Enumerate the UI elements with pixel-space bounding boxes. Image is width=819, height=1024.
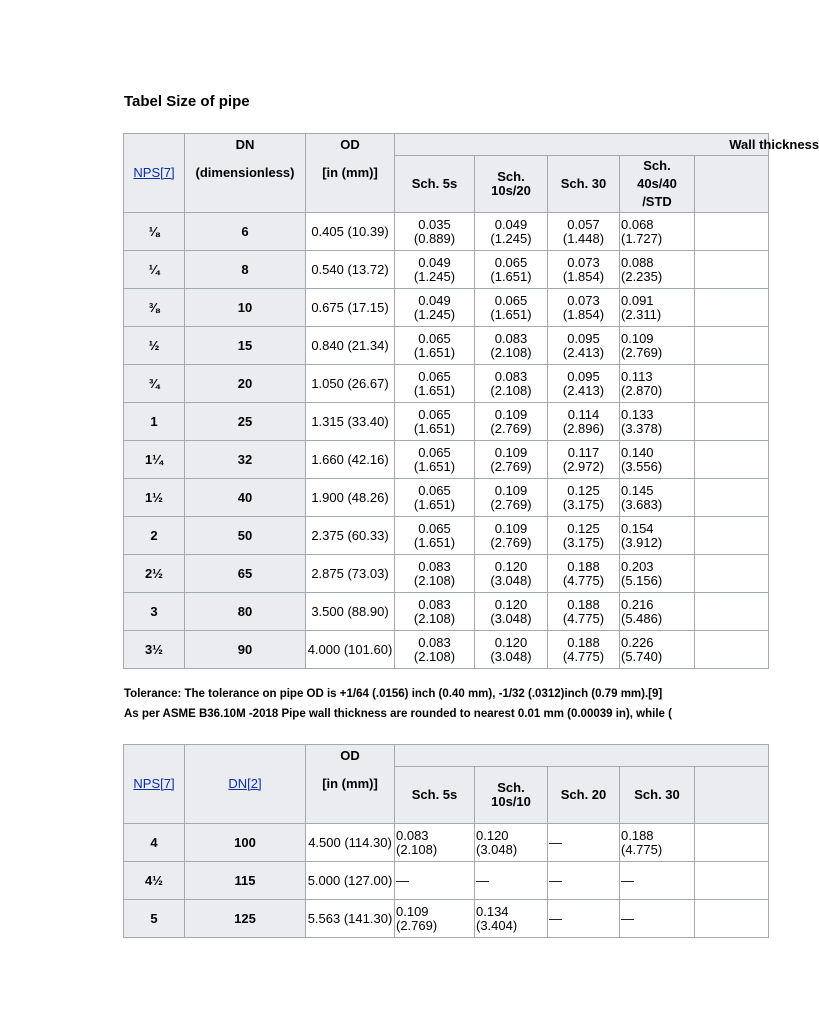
nps-cell: ¾ [124,365,185,403]
dn-cell: 10 [185,289,306,327]
od-cell: 1.315 (33.40) [306,403,395,441]
sch-5s-cell: 0.049 (1.245) [395,289,475,327]
od-cell: 4.000 (101.60) [306,631,395,669]
pipe-size-table-2 [123,744,769,938]
sch-20-cell: — [548,862,620,900]
col-header-dn: DN [185,134,306,156]
hidden-cell [695,289,769,327]
sch-5s-cell: 0.065 (1.651) [395,479,475,517]
col-header-wall-thickness: Wall thickness [395,134,769,156]
dn-cell: 8 [185,251,306,289]
nps-cell: 1½ [124,479,185,517]
table-row [124,517,769,555]
od-cell: 0.540 (13.72) [306,251,395,289]
sch-5s-cell: 0.065 (1.651) [395,517,475,555]
sch-10s-cell: 0.083 (2.108) [475,327,548,365]
nps-cell: 3½ [124,631,185,669]
hidden-cell [695,403,769,441]
table-row [124,479,769,517]
t2-col-header-sch-20: Sch. 20 [548,767,620,824]
sch-40s-cell: 0.145 (3.683) [620,479,695,517]
table-row [124,900,769,938]
hidden-cell [695,631,769,669]
table-row [124,365,769,403]
table-row [124,862,769,900]
nps-cell: 2 [124,517,185,555]
sch-30-cell: 0.117 (2.972) [548,441,620,479]
dn-cell: 125 [185,900,306,938]
sch-5s-cell: 0.083 (2.108) [395,824,475,862]
t2-col-header-od: OD [306,745,395,767]
sch-5s-cell: 0.049 (1.245) [395,251,475,289]
hidden-cell [695,441,769,479]
sch-10s-cell: 0.065 (1.651) [475,289,548,327]
sch-5s-cell: 0.065 (1.651) [395,327,475,365]
hidden-cell [695,365,769,403]
col-header-od-sub: [in (mm)] [306,156,395,213]
rounding-note-viewport [124,708,694,726]
sch-5s-cell: 0.083 (2.108) [395,555,475,593]
sch-10s-cell: 0.065 (1.651) [475,251,548,289]
sch-40s-cell: 0.203 (5.156) [620,555,695,593]
nps-cell: 1 [124,403,185,441]
sch-30-cell: 0.125 (3.175) [548,517,620,555]
sch-10s-cell: 0.120 (3.048) [475,824,548,862]
sch-10s-cell: 0.083 (2.108) [475,365,548,403]
table-row [124,555,769,593]
t2-col-header-nps [124,745,185,824]
sch-30-cell: 0.114 (2.896) [548,403,620,441]
hidden-cell [695,517,769,555]
nps-ref-link[interactable]: NPS[7] [133,165,175,180]
dn-cell: 20 [185,365,306,403]
t2-col-header-hidden [695,767,769,824]
t2-col-header-sch-10s: Sch. 10s/10 [475,767,548,824]
dn-cell: 80 [185,593,306,631]
sch-10s-cell: 0.120 (3.048) [475,593,548,631]
sch-30-cell: 0.188 (4.775) [548,593,620,631]
hidden-cell [695,213,769,251]
pipe-size-table-1-viewport [123,133,819,668]
sch-30-cell: — [620,900,695,938]
table-row [124,403,769,441]
nps-cell: 1¼ [124,441,185,479]
hidden-cell [695,900,769,938]
sch-10s-cell: 0.134 (3.404) [475,900,548,938]
table-row [124,213,769,251]
sch-40s-cell: 0.113 (2.870) [620,365,695,403]
sch-10s-cell: 0.120 (3.048) [475,631,548,669]
od-cell: 2.375 (60.33) [306,517,395,555]
page-title: Tabel Size of pipe [124,93,250,110]
col-header-hidden [695,156,769,213]
t2-col-header-od-sub: [in (mm)] [306,767,395,824]
t2-col-header-dn [185,745,306,824]
table-row [124,593,769,631]
sch-40s-cell: 0.154 (3.912) [620,517,695,555]
dn-cell: 115 [185,862,306,900]
t2-col-header-wall [395,745,769,767]
sch-30-cell: — [620,862,695,900]
dn-cell: 32 [185,441,306,479]
sch-10s-cell: 0.120 (3.048) [475,555,548,593]
sch-40s-cell: 0.068 (1.727) [620,213,695,251]
table-row [124,289,769,327]
dn-cell: 90 [185,631,306,669]
sch-30-cell: 0.095 (2.413) [548,327,620,365]
hidden-cell [695,479,769,517]
sch-40s-cell: 0.216 (5.486) [620,593,695,631]
hidden-cell [695,862,769,900]
nps-cell: 2½ [124,555,185,593]
nps-cell: 3 [124,593,185,631]
col-header-dn-sub: (dimensionless) [185,156,306,213]
col-header-sch-40s: Sch. 40s/40 /STD [620,156,695,213]
t2-col-header-sch-30: Sch. 30 [620,767,695,824]
od-cell: 1.050 (26.67) [306,365,395,403]
hidden-cell [695,593,769,631]
table-row [124,631,769,669]
hidden-cell [695,251,769,289]
sch-30-cell: 0.057 (1.448) [548,213,620,251]
sch-30-cell: 0.188 (4.775) [548,631,620,669]
sch-30-cell: 0.073 (1.854) [548,289,620,327]
od-cell: 5.000 (127.00) [306,862,395,900]
od-cell: 0.840 (21.34) [306,327,395,365]
sch-30-cell: 0.188 (4.775) [620,824,695,862]
tolerance-note: Tolerance: The tolerance on pipe OD is +1/64 (.0156) inch (0.40 mm), -1/32 (.0312)inch (0.79 mm).[9] [124,688,663,700]
sch-10s-cell: 0.109 (2.769) [475,479,548,517]
col-header-sch-10s: Sch. 10s/20 [475,156,548,213]
nps-cell: 5 [124,900,185,938]
t2-dn-ref-link[interactable]: DN[2] [228,776,262,791]
dn-cell: 100 [185,824,306,862]
od-cell: 4.500 (114.30) [306,824,395,862]
hidden-cell [695,327,769,365]
col-header-sch-5s: Sch. 5s [395,156,475,213]
sch-30-cell: 0.188 (4.775) [548,555,620,593]
od-cell: 3.500 (88.90) [306,593,395,631]
hidden-cell [695,824,769,862]
sch-40s-cell: 0.226 (5.740) [620,631,695,669]
rounding-note: As per ASME B36.10M -2018 Pipe wall thickness are rounded to nearest 0.01 mm (0.00039 in), while ( [124,708,672,720]
nps-cell: ¼ [124,251,185,289]
od-cell: 5.563 (141.30) [306,900,395,938]
table-row [124,251,769,289]
sch-40s-cell: 0.140 (3.556) [620,441,695,479]
od-cell: 1.660 (42.16) [306,441,395,479]
pipe-size-table-2-viewport [123,744,694,940]
nps-cell: ½ [124,327,185,365]
table-row [124,824,769,862]
sch-10s-cell: 0.049 (1.245) [475,213,548,251]
sch-40s-cell: 0.133 (3.378) [620,403,695,441]
sch-40s-cell: 0.088 (2.235) [620,251,695,289]
t2-col-header-sch-5s: Sch. 5s [395,767,475,824]
nps-cell: 4½ [124,862,185,900]
dn-cell: 40 [185,479,306,517]
sch-20-cell: — [548,900,620,938]
col-header-od: OD [306,134,395,156]
dn-cell: 15 [185,327,306,365]
sch-5s-cell: 0.109 (2.769) [395,900,475,938]
sch-10s-cell: 0.109 (2.769) [475,517,548,555]
od-cell: 2.875 (73.03) [306,555,395,593]
pipe-size-table-1 [123,133,819,669]
col-header-nps [124,134,185,213]
dn-cell: 6 [185,213,306,251]
dn-cell: 50 [185,517,306,555]
nps-cell: ⅜ [124,289,185,327]
table-row [124,327,769,365]
od-cell: 0.675 (17.15) [306,289,395,327]
od-cell: 0.405 (10.39) [306,213,395,251]
sch-5s-cell: — [395,862,475,900]
sch-10s-cell: 0.109 (2.769) [475,441,548,479]
dn-cell: 65 [185,555,306,593]
sch-30-cell: 0.073 (1.854) [548,251,620,289]
nps-cell: ⅛ [124,213,185,251]
nps-cell: 4 [124,824,185,862]
sch-5s-cell: 0.065 (1.651) [395,441,475,479]
dn-cell: 25 [185,403,306,441]
od-cell: 1.900 (48.26) [306,479,395,517]
table-row [124,441,769,479]
t2-nps-ref-link[interactable]: NPS[7] [133,776,175,791]
sch-5s-cell: 0.083 (2.108) [395,593,475,631]
sch-30-cell: 0.125 (3.175) [548,479,620,517]
sch-10s-cell: 0.109 (2.769) [475,403,548,441]
sch-5s-cell: 0.065 (1.651) [395,403,475,441]
sch-30-cell: 0.095 (2.413) [548,365,620,403]
sch-5s-cell: 0.083 (2.108) [395,631,475,669]
sch-40s-cell: 0.109 (2.769) [620,327,695,365]
sch-5s-cell: 0.035 (0.889) [395,213,475,251]
sch-40s-cell: 0.091 (2.311) [620,289,695,327]
hidden-cell [695,555,769,593]
sch-5s-cell: 0.065 (1.651) [395,365,475,403]
sch-10s-cell: — [475,862,548,900]
col-header-sch-30: Sch. 30 [548,156,620,213]
sch-20-cell: — [548,824,620,862]
